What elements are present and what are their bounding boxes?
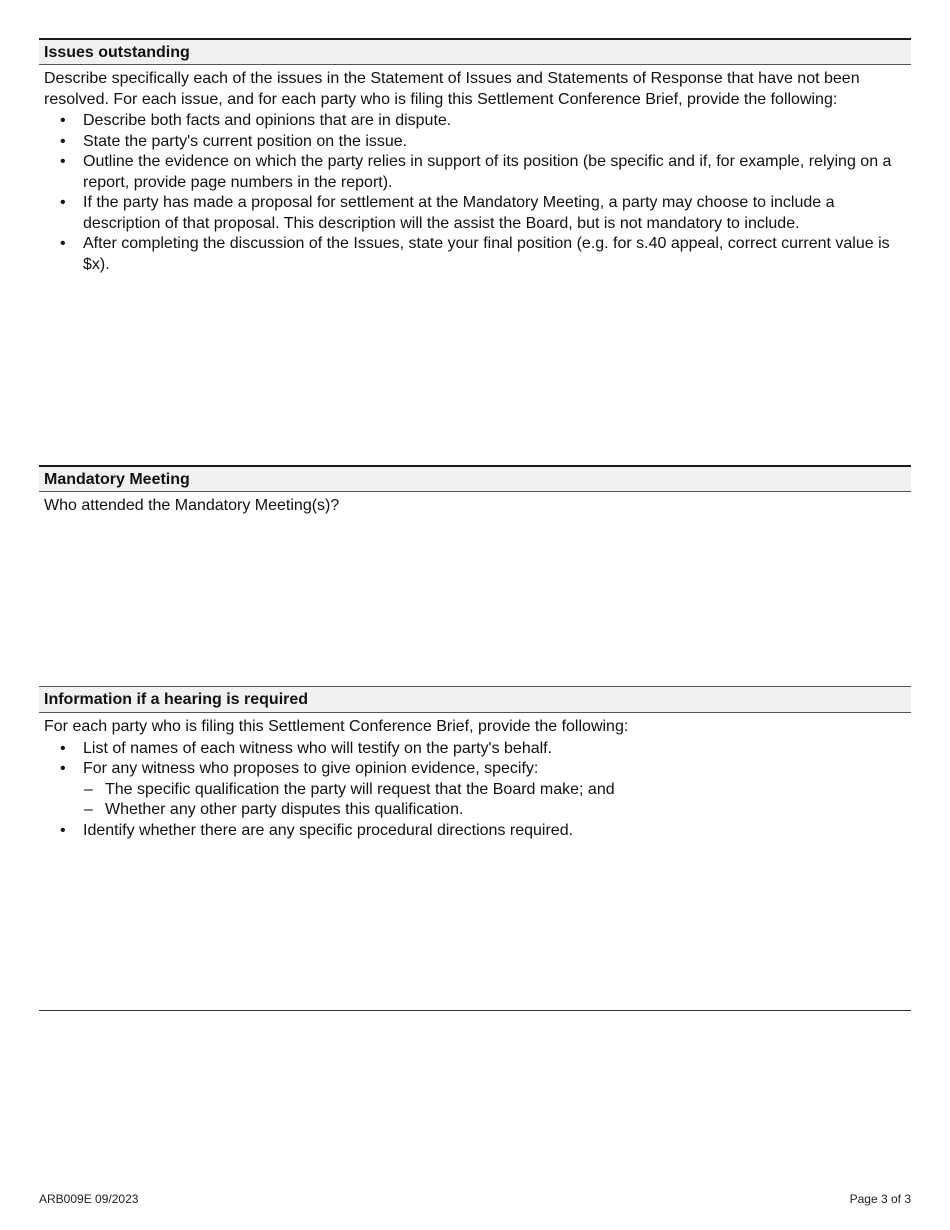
sub-list-item: – Whether any other party disputes this qualification. — [44, 800, 903, 821]
section-heading-mandatory-meeting: Mandatory Meeting — [39, 465, 911, 492]
mandatory-meeting-question: Who attended the Mandatory Meeting(s)? — [44, 497, 340, 514]
hearing-info-body — [39, 713, 911, 841]
list-item: • Describe both facts and opinions that are in dispute. — [44, 111, 903, 132]
issues-bullet-list — [44, 111, 903, 275]
list-item: • If the party has made a proposal for settlement at the Mandatory Meeting, a party may choose to include a description of that proposal. This description will the assist the Board, but is not mandatory to include. — [44, 193, 903, 234]
page-number: Page 3 of 3 — [849, 1192, 911, 1206]
list-item — [44, 759, 903, 821]
hearing-info-section — [39, 686, 911, 841]
section-end-divider — [39, 1010, 911, 1011]
list-item-text: For any witness who proposes to give opinion evidence, specify: — [83, 760, 539, 777]
hearing-intro-text: For each party who is filing this Settlement Conference Brief, provide the following: — [44, 718, 629, 735]
list-item: • Identify whether there are any specific procedural directions required. — [44, 821, 903, 842]
mandatory-meeting-body — [39, 492, 911, 517]
list-item: • List of names of each witness who will testify on the party's behalf. — [44, 739, 903, 760]
issues-outstanding-section — [39, 38, 911, 275]
mandatory-meeting-section — [39, 465, 911, 517]
issues-intro-text: Describe specifically each of the issues in the Statement of Issues and Statements of Response that have not been resolved. For each issue, and for each party who is filing this Settlement Conference Brief, provide the following: — [44, 70, 860, 108]
list-item: • After completing the discussion of the Issues, state your final position (e.g. for s.40 appeal, correct current value is $x). — [44, 234, 903, 275]
sub-list-item: – The specific qualification the party will request that the Board make; and — [44, 780, 903, 801]
sub-bullet-list — [44, 780, 903, 821]
section-heading-hearing-info: Information if a hearing is required — [39, 686, 911, 713]
list-item: • State the party's current position on the issue. — [44, 132, 903, 153]
hearing-bullet-list — [44, 739, 903, 842]
section-heading-issues-outstanding: Issues outstanding — [39, 38, 911, 65]
issues-outstanding-body — [39, 65, 911, 275]
form-code: ARB009E 09/2023 — [39, 1192, 139, 1206]
list-item: • Outline the evidence on which the party relies in support of its position (be specific and if, for example, relying on a report, provide page numbers in the report). — [44, 152, 903, 193]
